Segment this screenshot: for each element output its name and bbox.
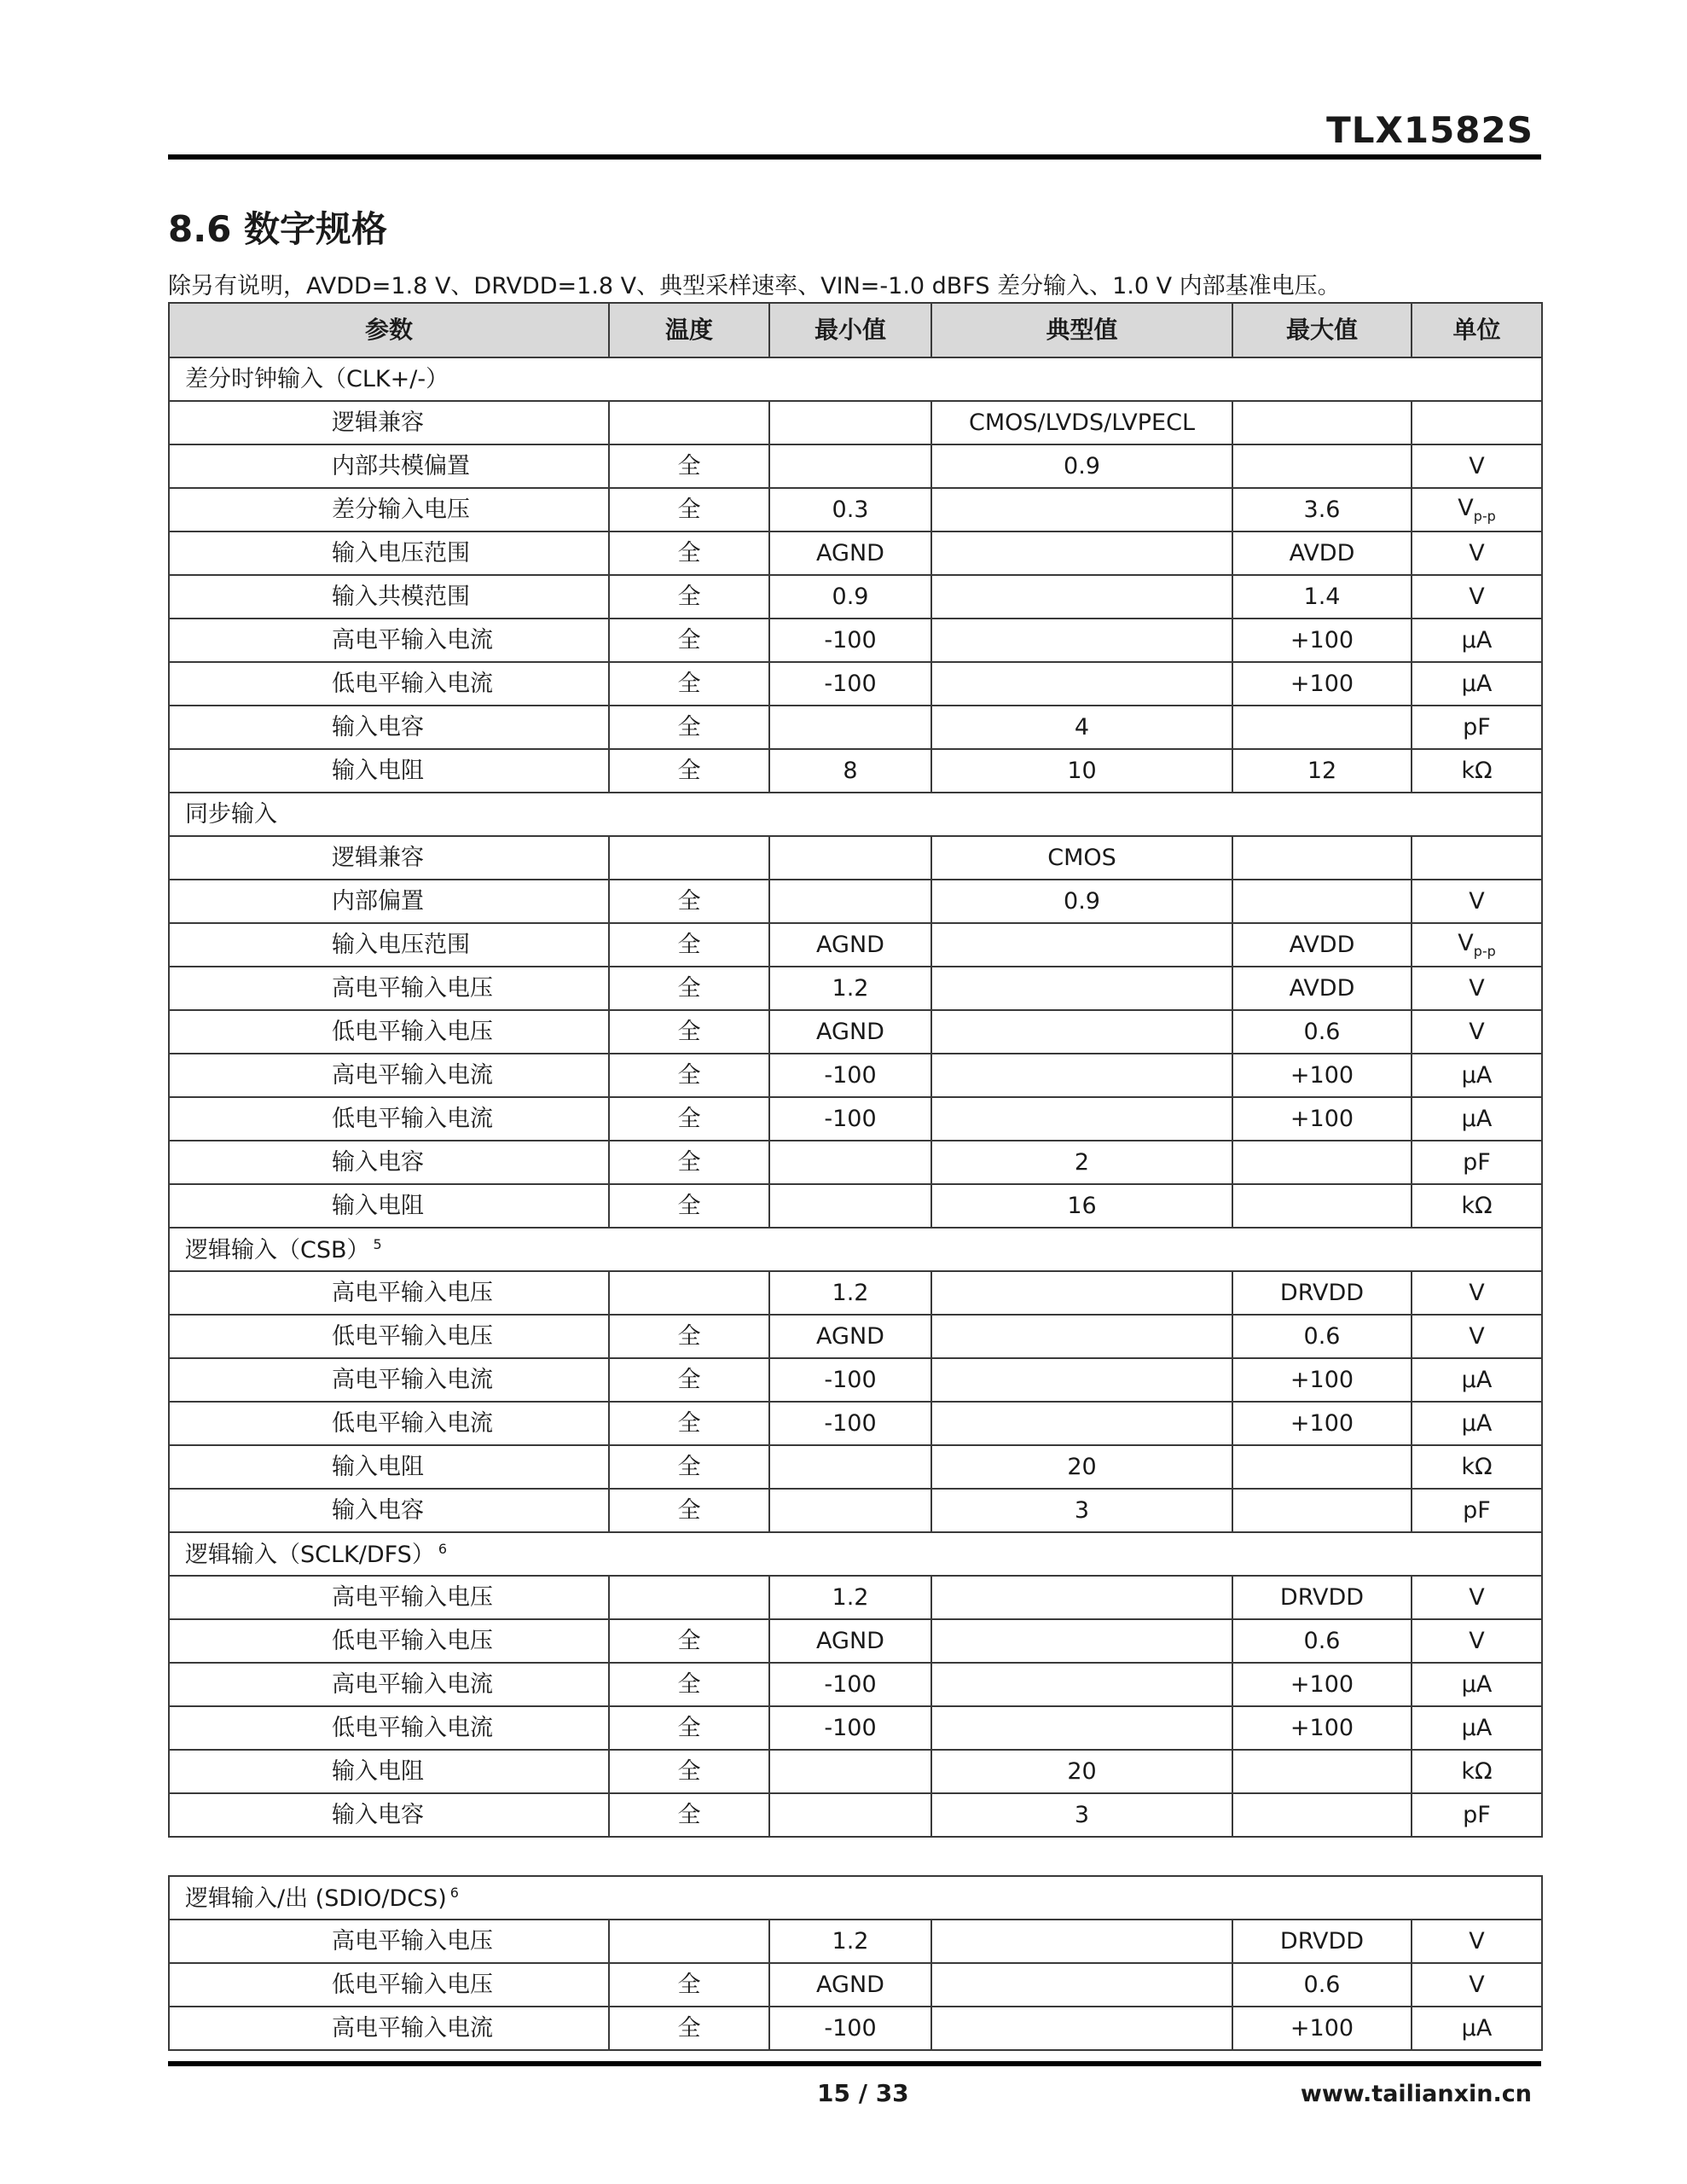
unit-cell (1412, 575, 1542, 619)
temp-cell: 全 (609, 967, 769, 1010)
typ-cell (931, 1271, 1232, 1315)
temp-cell: 全 (609, 575, 769, 619)
unit-cell (1412, 1750, 1542, 1793)
min-cell: AGND (769, 1963, 931, 2007)
max-cell: DRVDD (1232, 1920, 1412, 1963)
group-row (169, 1532, 1542, 1576)
param-cell: 高电平输入电流 (169, 1663, 609, 1706)
unit-subscript: p-p (1473, 508, 1496, 525)
group-row (169, 793, 1542, 836)
temp-cell (609, 1576, 769, 1619)
max-cell (1232, 444, 1412, 488)
spec-row (169, 1315, 1542, 1358)
unit-value: V (1469, 584, 1485, 610)
param-cell: 高电平输入电压 (169, 1576, 609, 1619)
unit-value: kΩ (1461, 1193, 1493, 1219)
min-cell: 1.2 (769, 1271, 931, 1315)
temp-cell: 全 (609, 2007, 769, 2050)
unit-cell (1412, 923, 1542, 967)
typ-cell (931, 1315, 1232, 1358)
max-cell: 0.6 (1232, 1315, 1412, 1358)
min-cell: -100 (769, 662, 931, 706)
unit-value: V (1469, 1584, 1485, 1611)
spec-row (169, 1619, 1542, 1663)
min-cell (769, 706, 931, 749)
group-title: 逻辑输入/出 (SDIO/DCS) (185, 1885, 447, 1912)
max-cell (1232, 1750, 1412, 1793)
min-cell (769, 1793, 931, 1837)
max-cell: 0.6 (1232, 1963, 1412, 2007)
max-cell: 12 (1232, 749, 1412, 793)
spec-row (169, 1706, 1542, 1750)
temp-cell: 全 (609, 1663, 769, 1706)
max-cell: +100 (1232, 1663, 1412, 1706)
min-cell: -100 (769, 619, 931, 662)
unit-value: V (1458, 929, 1474, 956)
conditions-note: 除另有说明，AVDD=1.8 V、DRVDD=1.8 V、典型采样速率、VIN=-1.0 dBFS 差分输入、1.0 V 内部基准电压。 (168, 273, 1341, 299)
footnote-ref: 5 (373, 1235, 382, 1252)
spec-row (169, 749, 1542, 793)
param-cell: 输入电阻 (169, 1184, 609, 1228)
spec-row (169, 1663, 1542, 1706)
max-cell: +100 (1232, 1358, 1412, 1402)
unit-cell (1412, 2007, 1542, 2050)
section-title: 8.6 数字规格 (168, 208, 388, 250)
unit-cell (1412, 749, 1542, 793)
max-cell: +100 (1232, 1054, 1412, 1097)
unit-cell (1412, 531, 1542, 575)
unit-value: μA (1461, 1367, 1493, 1393)
unit-value: V (1469, 1628, 1485, 1654)
param-cell: 输入共模范围 (169, 575, 609, 619)
unit-value: μA (1461, 2015, 1493, 2042)
spec-row (169, 1793, 1542, 1837)
group-title-cell (169, 1532, 1542, 1576)
typ-cell: 2 (931, 1141, 1232, 1184)
min-cell (769, 1141, 931, 1184)
temp-cell (609, 1271, 769, 1315)
group-title-cell (169, 1228, 1542, 1271)
unit-cell (1412, 1010, 1542, 1054)
typ-cell (931, 1963, 1232, 2007)
spec-row (169, 967, 1542, 1010)
min-cell: -100 (769, 1358, 931, 1402)
website-url: www.tailianxin.cn (1300, 2081, 1532, 2107)
min-cell: -100 (769, 1663, 931, 1706)
spec-row (169, 1445, 1542, 1489)
footer-rule (168, 2061, 1541, 2066)
header-typ: 典型值 (931, 303, 1232, 357)
unit-value: μA (1461, 1671, 1493, 1698)
unit-cell (1412, 880, 1542, 923)
temp-cell: 全 (609, 662, 769, 706)
param-cell: 输入电容 (169, 1141, 609, 1184)
typ-cell (931, 923, 1232, 967)
min-cell (769, 1489, 931, 1532)
unit-cell (1412, 1271, 1542, 1315)
unit-cell (1412, 619, 1542, 662)
typ-cell: CMOS (931, 836, 1232, 880)
unit-cell (1412, 1576, 1542, 1619)
min-cell: 0.3 (769, 488, 931, 531)
spec-row (169, 1963, 1542, 2007)
unit-value: V (1469, 888, 1485, 915)
temp-cell: 全 (609, 1315, 769, 1358)
typ-cell (931, 1920, 1232, 1963)
min-cell: AGND (769, 1010, 931, 1054)
spec-row (169, 1097, 1542, 1141)
unit-cell (1412, 488, 1542, 531)
unit-cell (1412, 1920, 1542, 1963)
unit-cell (1412, 1445, 1542, 1489)
unit-value: pF (1463, 714, 1491, 741)
footnote-ref: 6 (449, 1884, 459, 1901)
group-title: 同步输入 (185, 801, 277, 828)
spec-row (169, 1402, 1542, 1445)
temp-cell: 全 (609, 880, 769, 923)
max-cell: 0.6 (1232, 1619, 1412, 1663)
typ-cell (931, 619, 1232, 662)
temp-cell: 全 (609, 1793, 769, 1837)
max-cell: 3.6 (1232, 488, 1412, 531)
spec-row (169, 662, 1542, 706)
min-cell: -100 (769, 1097, 931, 1141)
unit-cell (1412, 1963, 1542, 2007)
temp-cell: 全 (609, 488, 769, 531)
unit-value: μA (1461, 1410, 1493, 1437)
spec-row (169, 1576, 1542, 1619)
unit-value: V (1469, 540, 1485, 566)
param-cell: 低电平输入电流 (169, 662, 609, 706)
group-title-cell (169, 1876, 1542, 1920)
spec-row (169, 1750, 1542, 1793)
spec-row (169, 923, 1542, 967)
unit-cell (1412, 1358, 1542, 1402)
param-cell: 低电平输入电压 (169, 1315, 609, 1358)
param-cell: 输入电容 (169, 1793, 609, 1837)
group-title: 逻辑输入（SCLK/DFS） (185, 1541, 435, 1568)
temp-cell: 全 (609, 1445, 769, 1489)
max-cell (1232, 1184, 1412, 1228)
typ-cell (931, 1054, 1232, 1097)
group-row (169, 1876, 1542, 1920)
group-title: 逻辑输入（CSB） (185, 1236, 370, 1263)
max-cell: DRVDD (1232, 1271, 1412, 1315)
group-row (169, 357, 1542, 401)
param-cell: 输入电阻 (169, 1750, 609, 1793)
unit-cell (1412, 1141, 1542, 1184)
unit-value: μA (1461, 671, 1493, 697)
param-cell: 低电平输入电压 (169, 1963, 609, 2007)
max-cell: 0.6 (1232, 1010, 1412, 1054)
temp-cell (609, 836, 769, 880)
min-cell: -100 (769, 1706, 931, 1750)
page-number: 15 / 33 (817, 2079, 909, 2107)
typ-cell: CMOS/LVDS/LVPECL (931, 401, 1232, 444)
param-cell: 差分输入电压 (169, 488, 609, 531)
min-cell: -100 (769, 2007, 931, 2050)
typ-cell: 0.9 (931, 444, 1232, 488)
unit-cell (1412, 1402, 1542, 1445)
typ-cell (931, 1010, 1232, 1054)
spec-row (169, 575, 1542, 619)
unit-value: kΩ (1461, 1758, 1493, 1785)
unit-value: pF (1463, 1497, 1491, 1524)
min-cell: 1.2 (769, 1576, 931, 1619)
param-cell: 高电平输入电流 (169, 619, 609, 662)
max-cell: +100 (1232, 1706, 1412, 1750)
typ-cell: 20 (931, 1445, 1232, 1489)
max-cell: +100 (1232, 1402, 1412, 1445)
min-cell (769, 836, 931, 880)
spec-row (169, 836, 1542, 880)
unit-value: V (1469, 1019, 1485, 1045)
unit-value: μA (1461, 1715, 1493, 1741)
unit-cell (1412, 1054, 1542, 1097)
typ-cell (931, 1576, 1232, 1619)
min-cell: 0.9 (769, 575, 931, 619)
unit-cell (1412, 1619, 1542, 1663)
param-cell: 输入电阻 (169, 749, 609, 793)
spec-row (169, 619, 1542, 662)
param-cell: 逻辑兼容 (169, 401, 609, 444)
spec-row (169, 1010, 1542, 1054)
param-cell: 低电平输入电压 (169, 1619, 609, 1663)
typ-cell (931, 1402, 1232, 1445)
min-cell: -100 (769, 1402, 931, 1445)
typ-cell (931, 1619, 1232, 1663)
min-cell: AGND (769, 923, 931, 967)
max-cell: AVDD (1232, 531, 1412, 575)
header-max: 最大值 (1232, 303, 1412, 357)
unit-cell (1412, 836, 1542, 880)
min-cell: AGND (769, 1619, 931, 1663)
min-cell: 1.2 (769, 1920, 931, 1963)
typ-cell (931, 531, 1232, 575)
spec-row (169, 1358, 1542, 1402)
unit-cell (1412, 401, 1542, 444)
max-cell (1232, 836, 1412, 880)
temp-cell: 全 (609, 706, 769, 749)
param-cell: 内部共模偏置 (169, 444, 609, 488)
temp-cell: 全 (609, 1184, 769, 1228)
temp-cell: 全 (609, 1010, 769, 1054)
param-cell: 输入电压范围 (169, 531, 609, 575)
group-row (169, 1228, 1542, 1271)
temp-cell: 全 (609, 1706, 769, 1750)
digital-spec-table (168, 302, 1543, 1838)
param-cell: 高电平输入电流 (169, 1054, 609, 1097)
unit-value: V (1469, 975, 1485, 1002)
unit-cell (1412, 1097, 1542, 1141)
max-cell (1232, 401, 1412, 444)
temp-cell: 全 (609, 1750, 769, 1793)
min-cell: AGND (769, 1315, 931, 1358)
param-cell: 输入电容 (169, 706, 609, 749)
digital-spec-table-continued (168, 1875, 1543, 2051)
typ-cell: 3 (931, 1793, 1232, 1837)
temp-cell: 全 (609, 1141, 769, 1184)
max-cell (1232, 1141, 1412, 1184)
temp-cell: 全 (609, 749, 769, 793)
table-header-row (169, 303, 1542, 357)
unit-value: V (1469, 1928, 1485, 1955)
max-cell: 1.4 (1232, 575, 1412, 619)
max-cell: +100 (1232, 1097, 1412, 1141)
temp-cell: 全 (609, 1489, 769, 1532)
unit-value: μA (1461, 1106, 1493, 1132)
unit-subscript: p-p (1473, 943, 1496, 960)
typ-cell: 16 (931, 1184, 1232, 1228)
min-cell (769, 880, 931, 923)
spec-row (169, 401, 1542, 444)
spec-row (169, 1271, 1542, 1315)
temp-cell: 全 (609, 1097, 769, 1141)
param-cell: 低电平输入电压 (169, 1010, 609, 1054)
param-cell: 高电平输入电流 (169, 2007, 609, 2050)
spec-row (169, 1184, 1542, 1228)
param-cell: 输入电阻 (169, 1445, 609, 1489)
unit-value: V (1469, 453, 1485, 479)
min-cell: -100 (769, 1054, 931, 1097)
param-cell: 高电平输入电流 (169, 1358, 609, 1402)
unit-cell (1412, 1184, 1542, 1228)
max-cell (1232, 1489, 1412, 1532)
max-cell (1232, 1445, 1412, 1489)
typ-cell (931, 575, 1232, 619)
unit-value: pF (1463, 1802, 1491, 1828)
spec-row (169, 1054, 1542, 1097)
unit-value: V (1469, 1280, 1485, 1306)
param-cell: 低电平输入电流 (169, 1402, 609, 1445)
unit-value: kΩ (1461, 758, 1493, 784)
temp-cell: 全 (609, 923, 769, 967)
min-cell (769, 444, 931, 488)
unit-value: V (1458, 494, 1474, 521)
temp-cell: 全 (609, 1963, 769, 2007)
max-cell: AVDD (1232, 967, 1412, 1010)
typ-cell (931, 2007, 1232, 2050)
typ-cell (931, 662, 1232, 706)
spec-row (169, 531, 1542, 575)
temp-cell: 全 (609, 444, 769, 488)
temp-cell: 全 (609, 531, 769, 575)
typ-cell (931, 967, 1232, 1010)
unit-value: pF (1463, 1149, 1491, 1176)
unit-cell (1412, 706, 1542, 749)
header-param: 参数 (169, 303, 609, 357)
param-cell: 高电平输入电压 (169, 1271, 609, 1315)
typ-cell: 20 (931, 1750, 1232, 1793)
temp-cell: 全 (609, 1358, 769, 1402)
header-rule (168, 154, 1541, 160)
spec-row (169, 1141, 1542, 1184)
temp-cell: 全 (609, 619, 769, 662)
max-cell: AVDD (1232, 923, 1412, 967)
spec-row (169, 1489, 1542, 1532)
unit-value: V (1469, 1323, 1485, 1350)
max-cell: +100 (1232, 662, 1412, 706)
min-cell (769, 401, 931, 444)
unit-value: kΩ (1461, 1454, 1493, 1480)
param-cell: 输入电容 (169, 1489, 609, 1532)
typ-cell (931, 1358, 1232, 1402)
header-min: 最小值 (769, 303, 931, 357)
temp-cell: 全 (609, 1402, 769, 1445)
max-cell (1232, 1793, 1412, 1837)
unit-cell (1412, 967, 1542, 1010)
min-cell: 8 (769, 749, 931, 793)
min-cell (769, 1750, 931, 1793)
group-title-cell (169, 793, 1542, 836)
unit-cell (1412, 662, 1542, 706)
typ-cell: 0.9 (931, 880, 1232, 923)
min-cell (769, 1184, 931, 1228)
temp-cell (609, 1920, 769, 1963)
header-temp: 温度 (609, 303, 769, 357)
unit-cell (1412, 1706, 1542, 1750)
typ-cell (931, 488, 1232, 531)
param-cell: 输入电压范围 (169, 923, 609, 967)
max-cell: DRVDD (1232, 1576, 1412, 1619)
document-id: TLX1582S (1326, 109, 1533, 151)
param-cell: 逻辑兼容 (169, 836, 609, 880)
unit-value: V (1469, 1972, 1485, 1998)
min-cell: 1.2 (769, 967, 931, 1010)
spec-row (169, 880, 1542, 923)
unit-cell (1412, 1315, 1542, 1358)
unit-cell (1412, 1793, 1542, 1837)
param-cell: 低电平输入电流 (169, 1097, 609, 1141)
max-cell (1232, 880, 1412, 923)
unit-cell (1412, 1663, 1542, 1706)
max-cell: +100 (1232, 619, 1412, 662)
group-title: 差分时钟输入（CLK+/-） (185, 366, 449, 392)
typ-cell (931, 1706, 1232, 1750)
unit-cell (1412, 1489, 1542, 1532)
unit-value: μA (1461, 1062, 1493, 1089)
spec-row (169, 444, 1542, 488)
unit-value: μA (1461, 627, 1493, 653)
spec-row (169, 706, 1542, 749)
typ-cell (931, 1097, 1232, 1141)
temp-cell: 全 (609, 1054, 769, 1097)
group-title-cell (169, 357, 1542, 401)
header-unit: 单位 (1412, 303, 1542, 357)
max-cell: +100 (1232, 2007, 1412, 2050)
spec-row (169, 2007, 1542, 2050)
min-cell (769, 1445, 931, 1489)
min-cell: AGND (769, 531, 931, 575)
max-cell (1232, 706, 1412, 749)
typ-cell: 10 (931, 749, 1232, 793)
footnote-ref: 6 (438, 1540, 448, 1557)
typ-cell: 4 (931, 706, 1232, 749)
typ-cell: 3 (931, 1489, 1232, 1532)
temp-cell (609, 401, 769, 444)
param-cell: 高电平输入电压 (169, 967, 609, 1010)
spec-row (169, 488, 1542, 531)
unit-cell (1412, 444, 1542, 488)
param-cell: 高电平输入电压 (169, 1920, 609, 1963)
spec-row (169, 1920, 1542, 1963)
typ-cell (931, 1663, 1232, 1706)
param-cell: 低电平输入电流 (169, 1706, 609, 1750)
param-cell: 内部偏置 (169, 880, 609, 923)
temp-cell: 全 (609, 1619, 769, 1663)
